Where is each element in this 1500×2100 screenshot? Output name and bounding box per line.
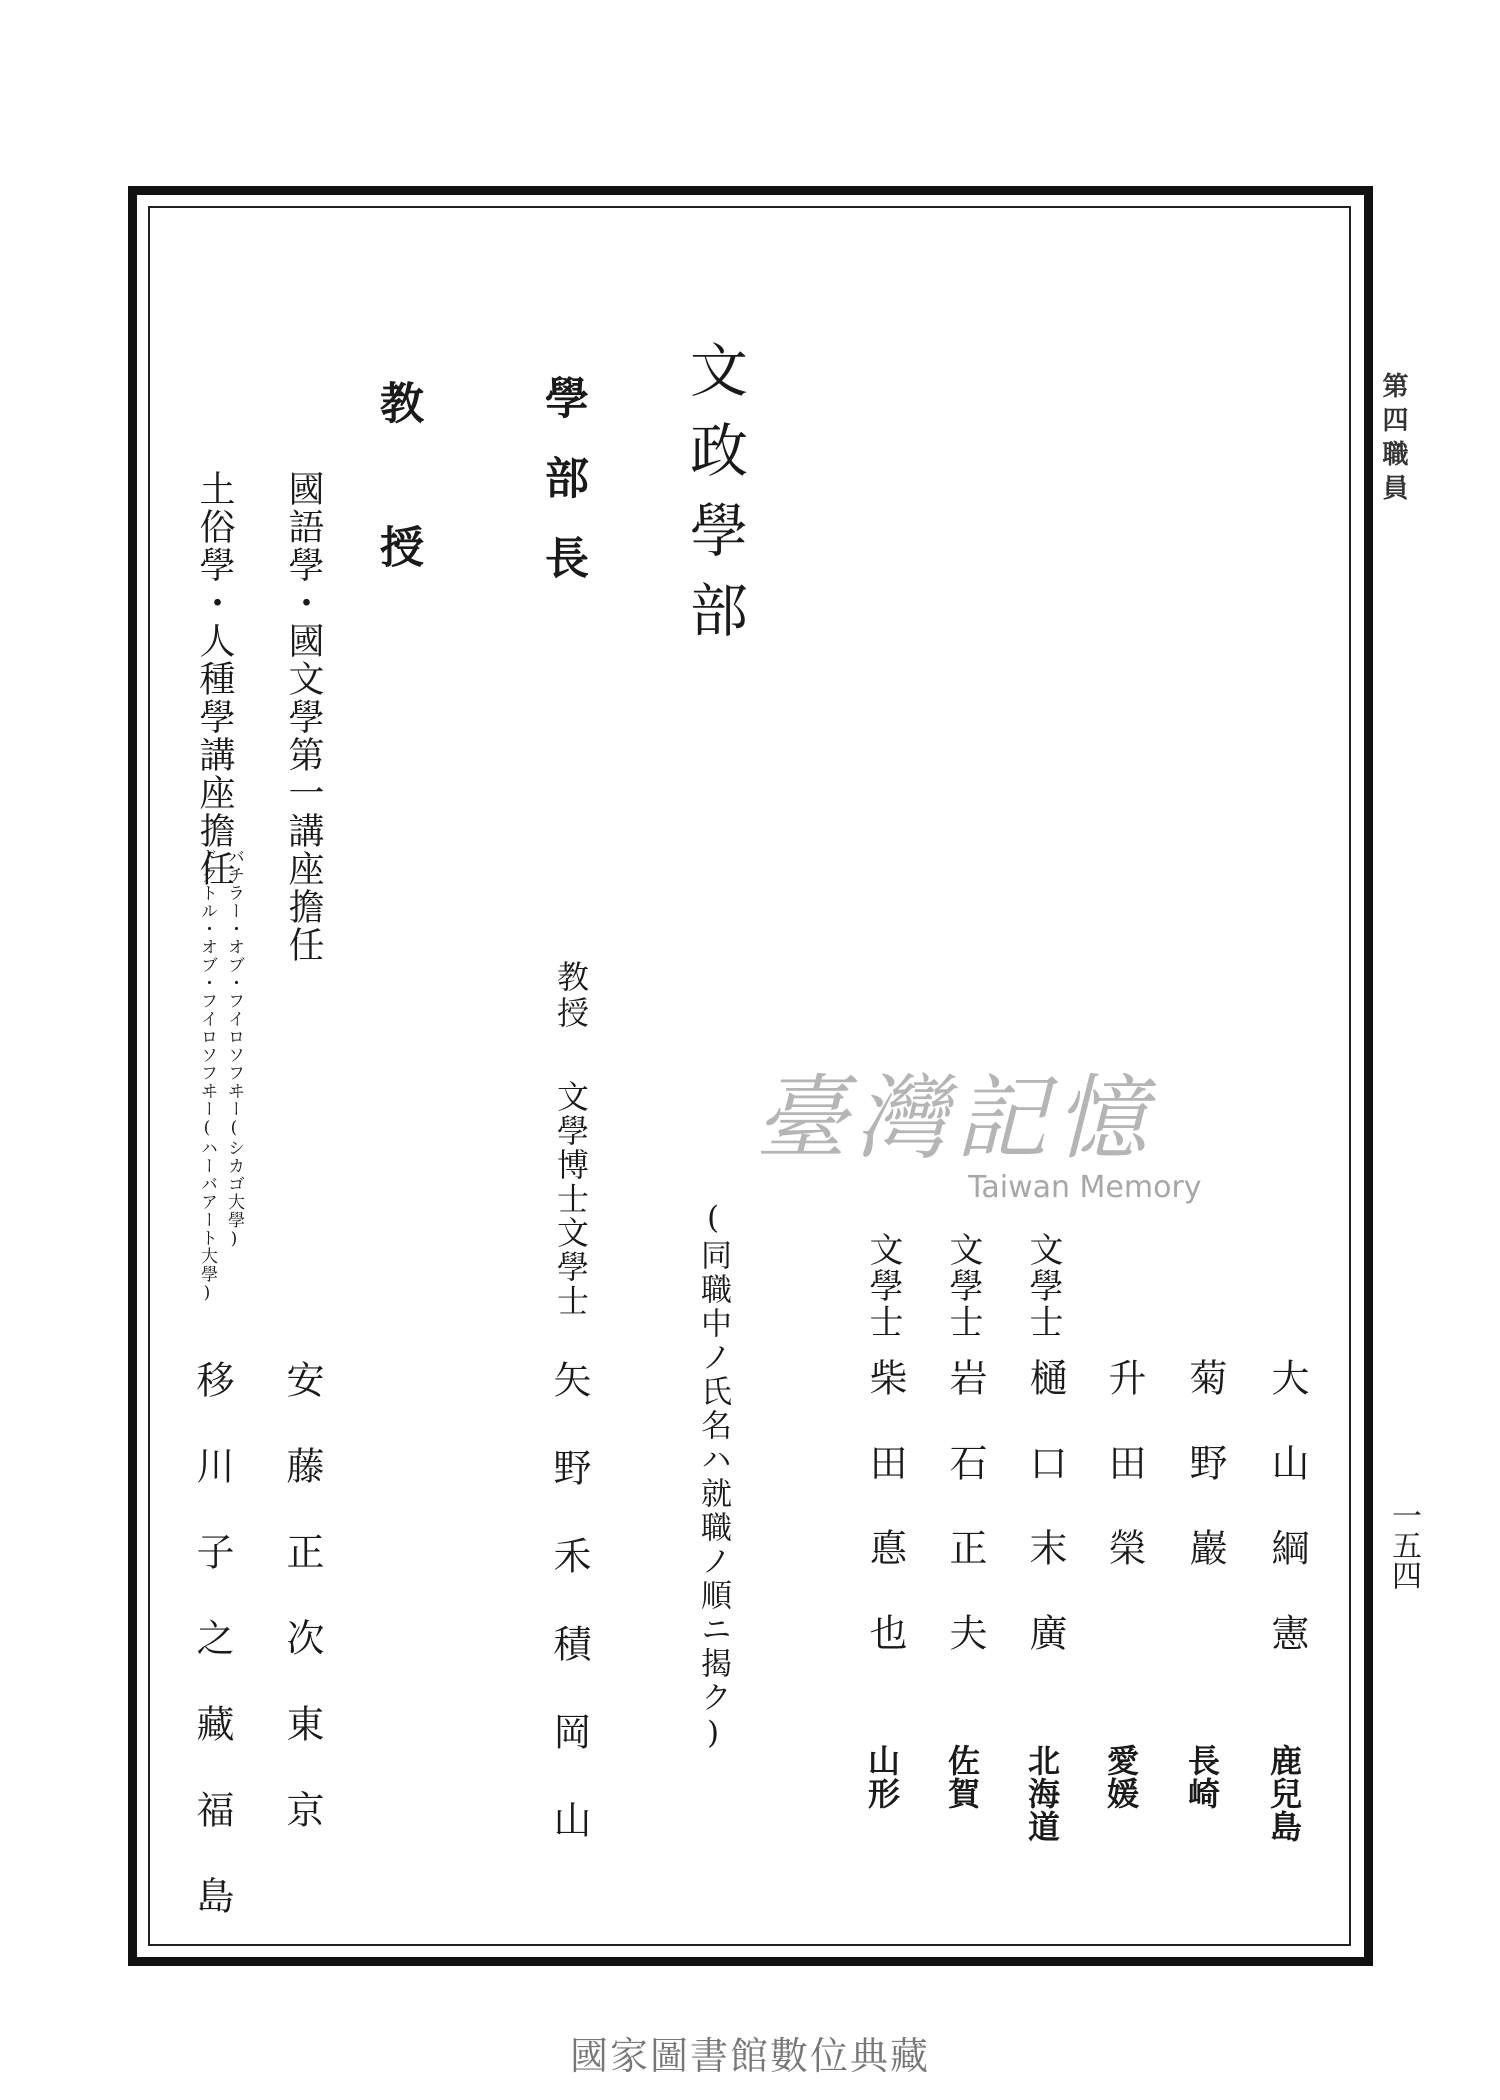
staff-name: 菊野巖 [1183, 1358, 1227, 1613]
professor-name: 移川子之藏福島 [190, 1360, 234, 1962]
professor-degree-note: ドクトル・オブ・フイロソフヰー(ハーバアート大學) [197, 848, 217, 1304]
staff-prefecture: 北海道 [1023, 1744, 1061, 1843]
footer-credit: 國家圖書館數位典藏 [569, 2034, 930, 2078]
staff-name: 樋口末廣 [1023, 1358, 1067, 1698]
running-head: 第四職員 [1378, 372, 1408, 508]
staff-prefecture: 愛媛 [1102, 1744, 1140, 1810]
staff-degree: 文學士 [863, 1232, 903, 1340]
dean-rank: 教授 [552, 960, 590, 1032]
watermark-caption: Taiwan Memory [968, 1170, 1202, 1205]
staff-name: 升田榮 [1102, 1358, 1146, 1613]
staff-degree: 文學士 [1023, 1232, 1063, 1340]
page-number: 一五四 [1386, 1500, 1421, 1590]
staff-prefecture: 長崎 [1183, 1744, 1221, 1810]
staff-prefecture: 山形 [863, 1744, 901, 1810]
section-title: 文政學部 [680, 340, 748, 660]
staff-degree: 文學士 [943, 1232, 983, 1340]
staff-name: 大山綱憲 [1265, 1358, 1309, 1698]
dean-name: 矢野禾積岡山 [547, 1360, 591, 1888]
professor-course: 國語學・國文學第一講座擔任 [283, 470, 324, 964]
ordering-note: (同職中ノ氏名ハ就職ノ順ニ揭ク) [695, 1200, 731, 1754]
staff-name: 岩石正夫 [943, 1358, 987, 1698]
professor-degree-note: バチラー・オブ・フイロソフヰー(シカゴ大學) [224, 848, 244, 1250]
dean-heading: 學部長 [537, 375, 588, 615]
staff-prefecture: 佐賀 [943, 1744, 981, 1810]
professor-heading: 教授 [372, 380, 423, 668]
watermark-logo: 臺灣記憶 [755, 1065, 1156, 1172]
staff-name: 柴田悳也 [863, 1358, 907, 1698]
professor-name: 安藤正次東京 [280, 1360, 324, 1876]
dean-degree: 文學博士文學士 [552, 1080, 590, 1318]
page-inner-border [148, 206, 1351, 1946]
staff-prefecture: 鹿兒島 [1265, 1744, 1303, 1843]
professor-course: 土俗學・人種學講座擔任 [194, 470, 235, 888]
